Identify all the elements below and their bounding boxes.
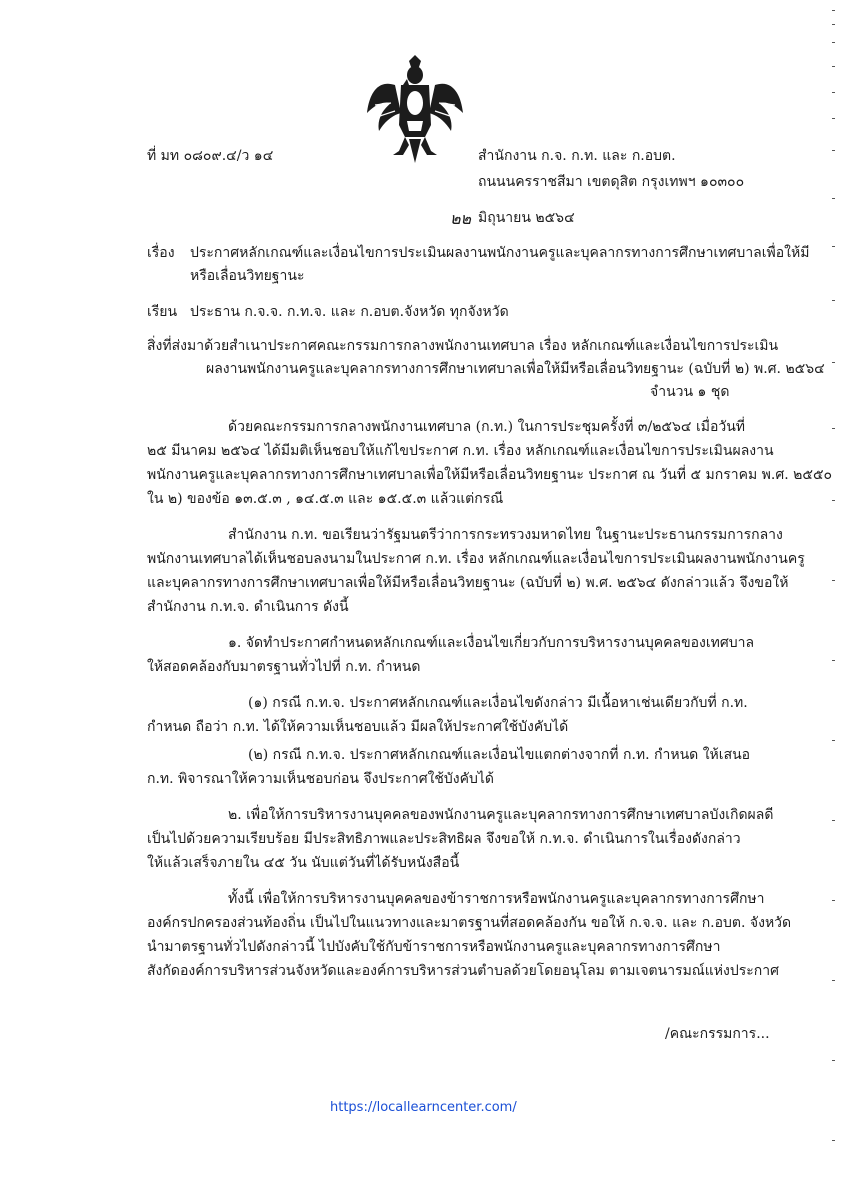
para1-line-3: พนักงานครูและบุคลากรทางการศึกษาเทศบาลเพื่อให้มีหรือเลื่อนวิทยฐานะ ประกาศ ณ วันที่ ๕ มกราคม พ.ศ. ๒๕๕๐ bbox=[147, 467, 833, 483]
para2-line-2: พนักงานเทศบาลได้เห็นชอบลงนามในประกาศ ก.ท. เรื่อง หลักเกณฑ์และเงื่อนไขการประเมินผลงานพนักงานครู bbox=[147, 551, 805, 567]
item2-line-1: ๒. เพื่อให้การบริหารงานบุคคลของพนักงานครูและบุคลากรทางการศึกษาเทศบาลบังเกิดผลดี bbox=[228, 807, 774, 823]
date-text: มิถุนายน ๒๕๖๔ bbox=[478, 210, 575, 226]
item1-1-line-2: กำหนด ถือว่า ก.ท. ได้ให้ความเห็นชอบแล้ว มีผลให้ประกาศใช้บังคับได้ bbox=[147, 719, 569, 735]
office-name: สำนักงาน ก.จ. ก.ท. และ ก.อบต. bbox=[478, 148, 676, 164]
recipient-text: ประธาน ก.จ.จ. ก.ท.จ. และ ก.อบต.จังหวัด ทุกจังหวัด bbox=[190, 304, 509, 320]
subject-label: เรื่อง bbox=[147, 245, 175, 261]
item1-2-line-1: (๒) กรณี ก.ท.จ. ประกาศหลักเกณฑ์และเงื่อนไขแตกต่างจากที่ ก.ท. กำหนด ให้เสนอ bbox=[248, 747, 751, 763]
item1-2-line-2: ก.ท. พิจารณาให้ความเห็นชอบก่อน จึงประกาศใช้บังคับได้ bbox=[147, 771, 495, 787]
para2-line-4: สำนักงาน ก.ท.จ. ดำเนินการ ดังนี้ bbox=[147, 599, 349, 615]
date-day-handwritten: ๒๒ bbox=[450, 209, 472, 228]
para1-line-1: ด้วยคณะกรรมการกลางพนักงานเทศบาล (ก.ท.) ในการประชุมครั้งที่ ๓/๒๕๖๔ เมื่อวันที่ bbox=[228, 419, 746, 435]
item2-line-3: ให้แล้วเสร็จภายใน ๔๕ วัน นับแต่วันที่ได้รับหนังสือนี้ bbox=[147, 855, 460, 871]
para3-line-2: องค์กรปกครองส่วนท้องถิ่น เป็นไปในแนวทางและมาตรฐานที่สอดคล้องกัน ขอให้ ก.จ.จ. และ ก.อบต. จังหวัด bbox=[147, 915, 792, 931]
item1-line-2: ให้สอดคล้องกับมาตรฐานทั่วไปที่ ก.ท. กำหนด bbox=[147, 659, 421, 675]
para1-line-2: ๒๕ มีนาคม ๒๕๖๔ ได้มีมติเห็นชอบให้แก้ไขประกาศ ก.ท. เรื่อง หลักเกณฑ์และเงื่อนไขการประเมินผลงาน bbox=[147, 443, 774, 459]
item1-1-line-1: (๑) กรณี ก.ท.จ. ประกาศหลักเกณฑ์และเงื่อนไขดังกล่าว มีเนื้อหาเช่นเดียวกับที่ ก.ท. bbox=[248, 695, 748, 711]
para1-line-4: ใน ๒) ของข้อ ๑๓.๕.๓ , ๑๔.๕.๓ และ ๑๕.๕.๓ แล้วแต่กรณี bbox=[147, 491, 504, 507]
para2-line-3: และบุคลากรทางการศึกษาเทศบาลเพื่อให้มีหรือเลื่อนวิทยฐานะ (ฉบับที่ ๒) พ.ศ. ๒๕๖๔ ดังกล่าวแล้ว จึงขอให้ bbox=[147, 575, 789, 591]
reference-number: ที่ มท ๐๘๐๙.๔/ว ๑๔ bbox=[147, 148, 274, 164]
subject-line-1: ประกาศหลักเกณฑ์และเงื่อนไขการประเมินผลงานพนักงานครูและบุคลากรทางการศึกษาเทศบาลเพื่อให้มี bbox=[190, 245, 810, 261]
item2-line-2: เป็นไปด้วยความเรียบร้อย มีประสิทธิภาพและประสิทธิผล จึงขอให้ ก.ท.จ. ดำเนินการในเรื่องดังกล่าว bbox=[147, 831, 741, 847]
item1-line-1: ๑. จัดทำประกาศกำหนดหลักเกณฑ์และเงื่อนไขเกี่ยวกับการบริหารงานบุคคลของเทศบาล bbox=[228, 635, 755, 651]
enclosure-label: สิ่งที่ส่งมาด้วย bbox=[147, 338, 230, 354]
para3-line-1: ทั้งนี้ เพื่อให้การบริหารงานบุคคลของข้าราชการหรือพนักงานครูและบุคลากรทางการศึกษา bbox=[228, 891, 765, 907]
office-address: ถนนนครราชสีมา เขตดุสิต กรุงเทพฯ ๑๐๓๐๐ bbox=[478, 174, 745, 190]
scan-edge-marks bbox=[832, 0, 836, 1200]
para2-line-1: สำนักงาน ก.ท. ขอเรียนว่ารัฐมนตรีว่าการกระทรวงมหาดไทย ในฐานะประธานกรรมการกลาง bbox=[228, 527, 783, 543]
enclosure-line-1: สำเนาประกาศคณะกรรมการกลางพนักงานเทศบาล เรื่อง หลักเกณฑ์และเงื่อนไขการประเมิน bbox=[229, 338, 779, 354]
garuda-emblem-icon bbox=[365, 55, 465, 165]
subject-line-2: หรือเลื่อนวิทยฐานะ bbox=[190, 268, 305, 284]
para3-line-3: นำมาตรฐานทั่วไปดังกล่าวนี้ ไปบังคับใช้กับข้าราชการหรือพนักงานครูและบุคลากรทางการศึกษา bbox=[147, 939, 721, 955]
continuation-mark: /คณะกรรมการ... bbox=[665, 1026, 770, 1042]
footer-url-link[interactable]: https://locallearncenter.com/ bbox=[330, 1100, 517, 1115]
para3-line-4: สังกัดองค์การบริหารส่วนจังหวัดและองค์การบริหารส่วนตำบลด้วยโดยอนุโลม ตามเจตนารมณ์แห่งประกาศ bbox=[147, 963, 780, 979]
enclosure-line-2: ผลงานพนักงานครูและบุคลากรทางการศึกษาเทศบาลเพื่อให้มีหรือเลื่อนวิทยฐานะ (ฉบับที่ ๒) พ.ศ. ๒๕๖๔ bbox=[206, 361, 825, 377]
recipient-label: เรียน bbox=[147, 304, 178, 320]
enclosure-count: จำนวน ๑ ชุด bbox=[650, 384, 730, 400]
